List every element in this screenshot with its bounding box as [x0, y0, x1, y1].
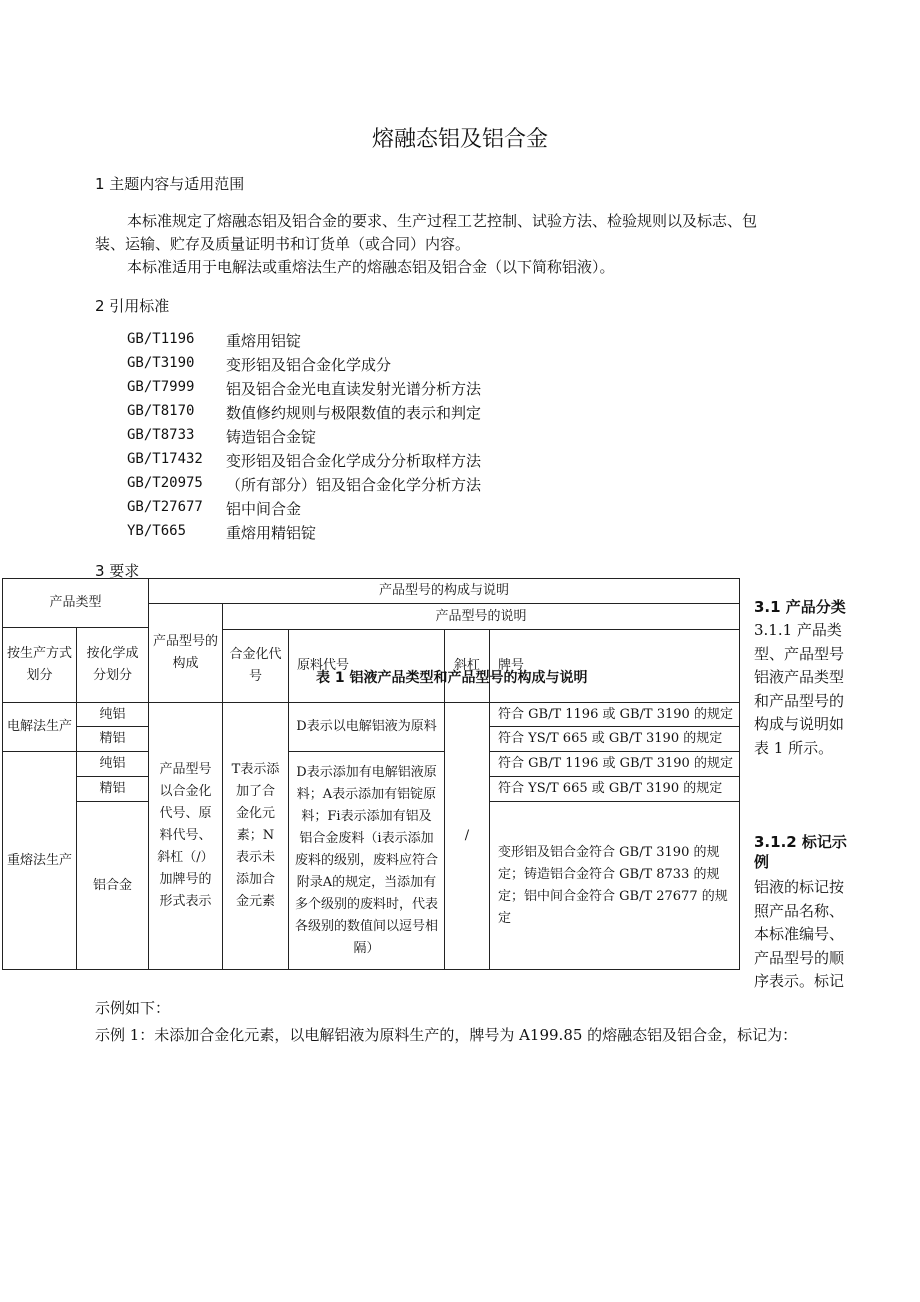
chem-pure: 纯铝	[76, 702, 149, 727]
ref-code: GB/T27677	[127, 499, 203, 515]
alloy-desc: T表示添加了合金化元素；N表示未添加合金元素	[222, 702, 289, 970]
grade-cell: 变形铝及铝合金符合 GB/T 3190 的规定；铸造铝合金符合 GB/T 8733 的规定；铝中间合金符合 GB/T 27677 的规定	[489, 801, 740, 970]
section1-para1-line1: 本标准规定了熔融态铝及铝合金的要求、生产过程工艺控制、试验方法、检验规则以及标志、包	[127, 212, 758, 230]
product-table	[2, 578, 740, 970]
ref-name: 铸造铝合金锭	[226, 428, 317, 446]
grade-cell: 符合 GB/T 1196 或 GB/T 3190 的规定	[489, 702, 740, 727]
header-slash: 斜杠	[444, 629, 490, 703]
table-caption: 表 1 铝液产品类型和产品型号的构成与说明	[316, 670, 588, 686]
ref-name: 变形铝及铝合金化学成分	[226, 356, 392, 374]
proc-remelt: 重熔法生产	[2, 751, 77, 970]
chem-pure: 纯铝	[76, 751, 149, 777]
grade-cell: 符合 YS/T 665 或 GB/T 3190 的规定	[489, 776, 740, 802]
chem-refined: 精铝	[76, 776, 149, 802]
grade-cell: 符合 YS/T 665 或 GB/T 3190 的规定	[489, 726, 740, 752]
section2-heading: 2 引用标准	[95, 297, 170, 315]
header-model-desc: 产品型号的说明	[222, 603, 740, 630]
ref-name: 数值修约规则与极限数值的表示和判定	[226, 404, 482, 422]
header-model-struct: 产品型号的构成与说明	[148, 578, 740, 604]
proc-electrolytic: 电解法生产	[2, 702, 77, 752]
header-alloy-code: 合金化代号	[222, 629, 289, 703]
section3-heading: 3 要求	[95, 562, 140, 580]
ref-code: GB/T8170	[127, 403, 195, 419]
header-product-type: 产品类型	[2, 578, 149, 628]
ref-name: （所有部分）铝及铝合金化学分析方法	[226, 476, 482, 494]
section1-para2: 本标准适用于电解法或重熔法生产的熔融态铝及铝合金（以下简称铝液）。	[127, 258, 615, 276]
compose-desc: 产品型号以合金化代号、原料代号、斜杠（/）加牌号的形式表示	[148, 702, 223, 970]
side-312-text: 铝液的标记按照产品名称、本标准编号、产品型号的顺序表示。标记	[754, 878, 845, 990]
chem-alloy: 铝合金	[76, 801, 149, 970]
example-1: 示例 1：未添加合金化元素，以电解铝液为原料生产的，牌号为 A199.85 的熔融态铝及铝合金，标记为：	[95, 1026, 798, 1044]
chem-refined: 精铝	[76, 726, 149, 752]
side-311-text: 3.1.1 产品类型、产品型号 铝液产品类型和产品型号的构成与说明如表 1 所示。	[754, 621, 845, 757]
ref-code: GB/T3190	[127, 355, 195, 371]
example-intro: 示例如下：	[95, 999, 171, 1017]
ref-name: 重熔用铝锭	[226, 332, 302, 350]
raw-mix: D表示添加有电解铝液原料；A表示添加有铝锭原料；Fi表示添加有铝及铝合金废料（i表示添加废料的级别，废料应符合附录A的规定，当添加有多个级别的废料时，代表各级别的数值间以逗号相隔）	[288, 751, 445, 970]
raw-d: D表示以电解铝液为原料	[288, 702, 445, 752]
ref-code: GB/T1196	[127, 331, 195, 347]
ref-code: GB/T17432	[127, 451, 203, 467]
header-grade: 牌号	[489, 629, 740, 703]
ref-name: 铝及铝合金光电直读发射光谱分析方法	[226, 380, 482, 398]
side-heading-312: 3.1.2 标记示例	[754, 833, 847, 871]
slash-symbol: /	[444, 702, 490, 970]
ref-name: 变形铝及铝合金化学成分分析取样方法	[226, 452, 482, 470]
header-model-compose: 产品型号的构成	[148, 603, 223, 703]
ref-code: GB/T20975	[127, 475, 203, 491]
header-by-process: 按生产方式划分	[2, 627, 77, 703]
ref-code: GB/T8733	[127, 427, 195, 443]
header-by-chem: 按化学成分划分	[76, 627, 149, 703]
header-raw-code: 原料代号	[288, 629, 445, 703]
ref-code: YB/T665	[127, 523, 187, 539]
ref-name: 铝中间合金	[226, 500, 302, 518]
section1-heading: 1 主题内容与适用范围	[95, 175, 245, 193]
grade-cell: 符合 GB/T 1196 或 GB/T 3190 的规定	[489, 751, 740, 777]
ref-code: GB/T7999	[127, 379, 195, 395]
ref-name: 重熔用精铝锭	[226, 524, 317, 542]
page-title: 熔融态铝及铝合金	[371, 127, 548, 152]
section1-para1-line2: 装、运输、贮存及质量证明书和订货单（或合同）内容。	[95, 235, 471, 253]
side-heading-31: 3.1 产品分类	[754, 598, 846, 616]
